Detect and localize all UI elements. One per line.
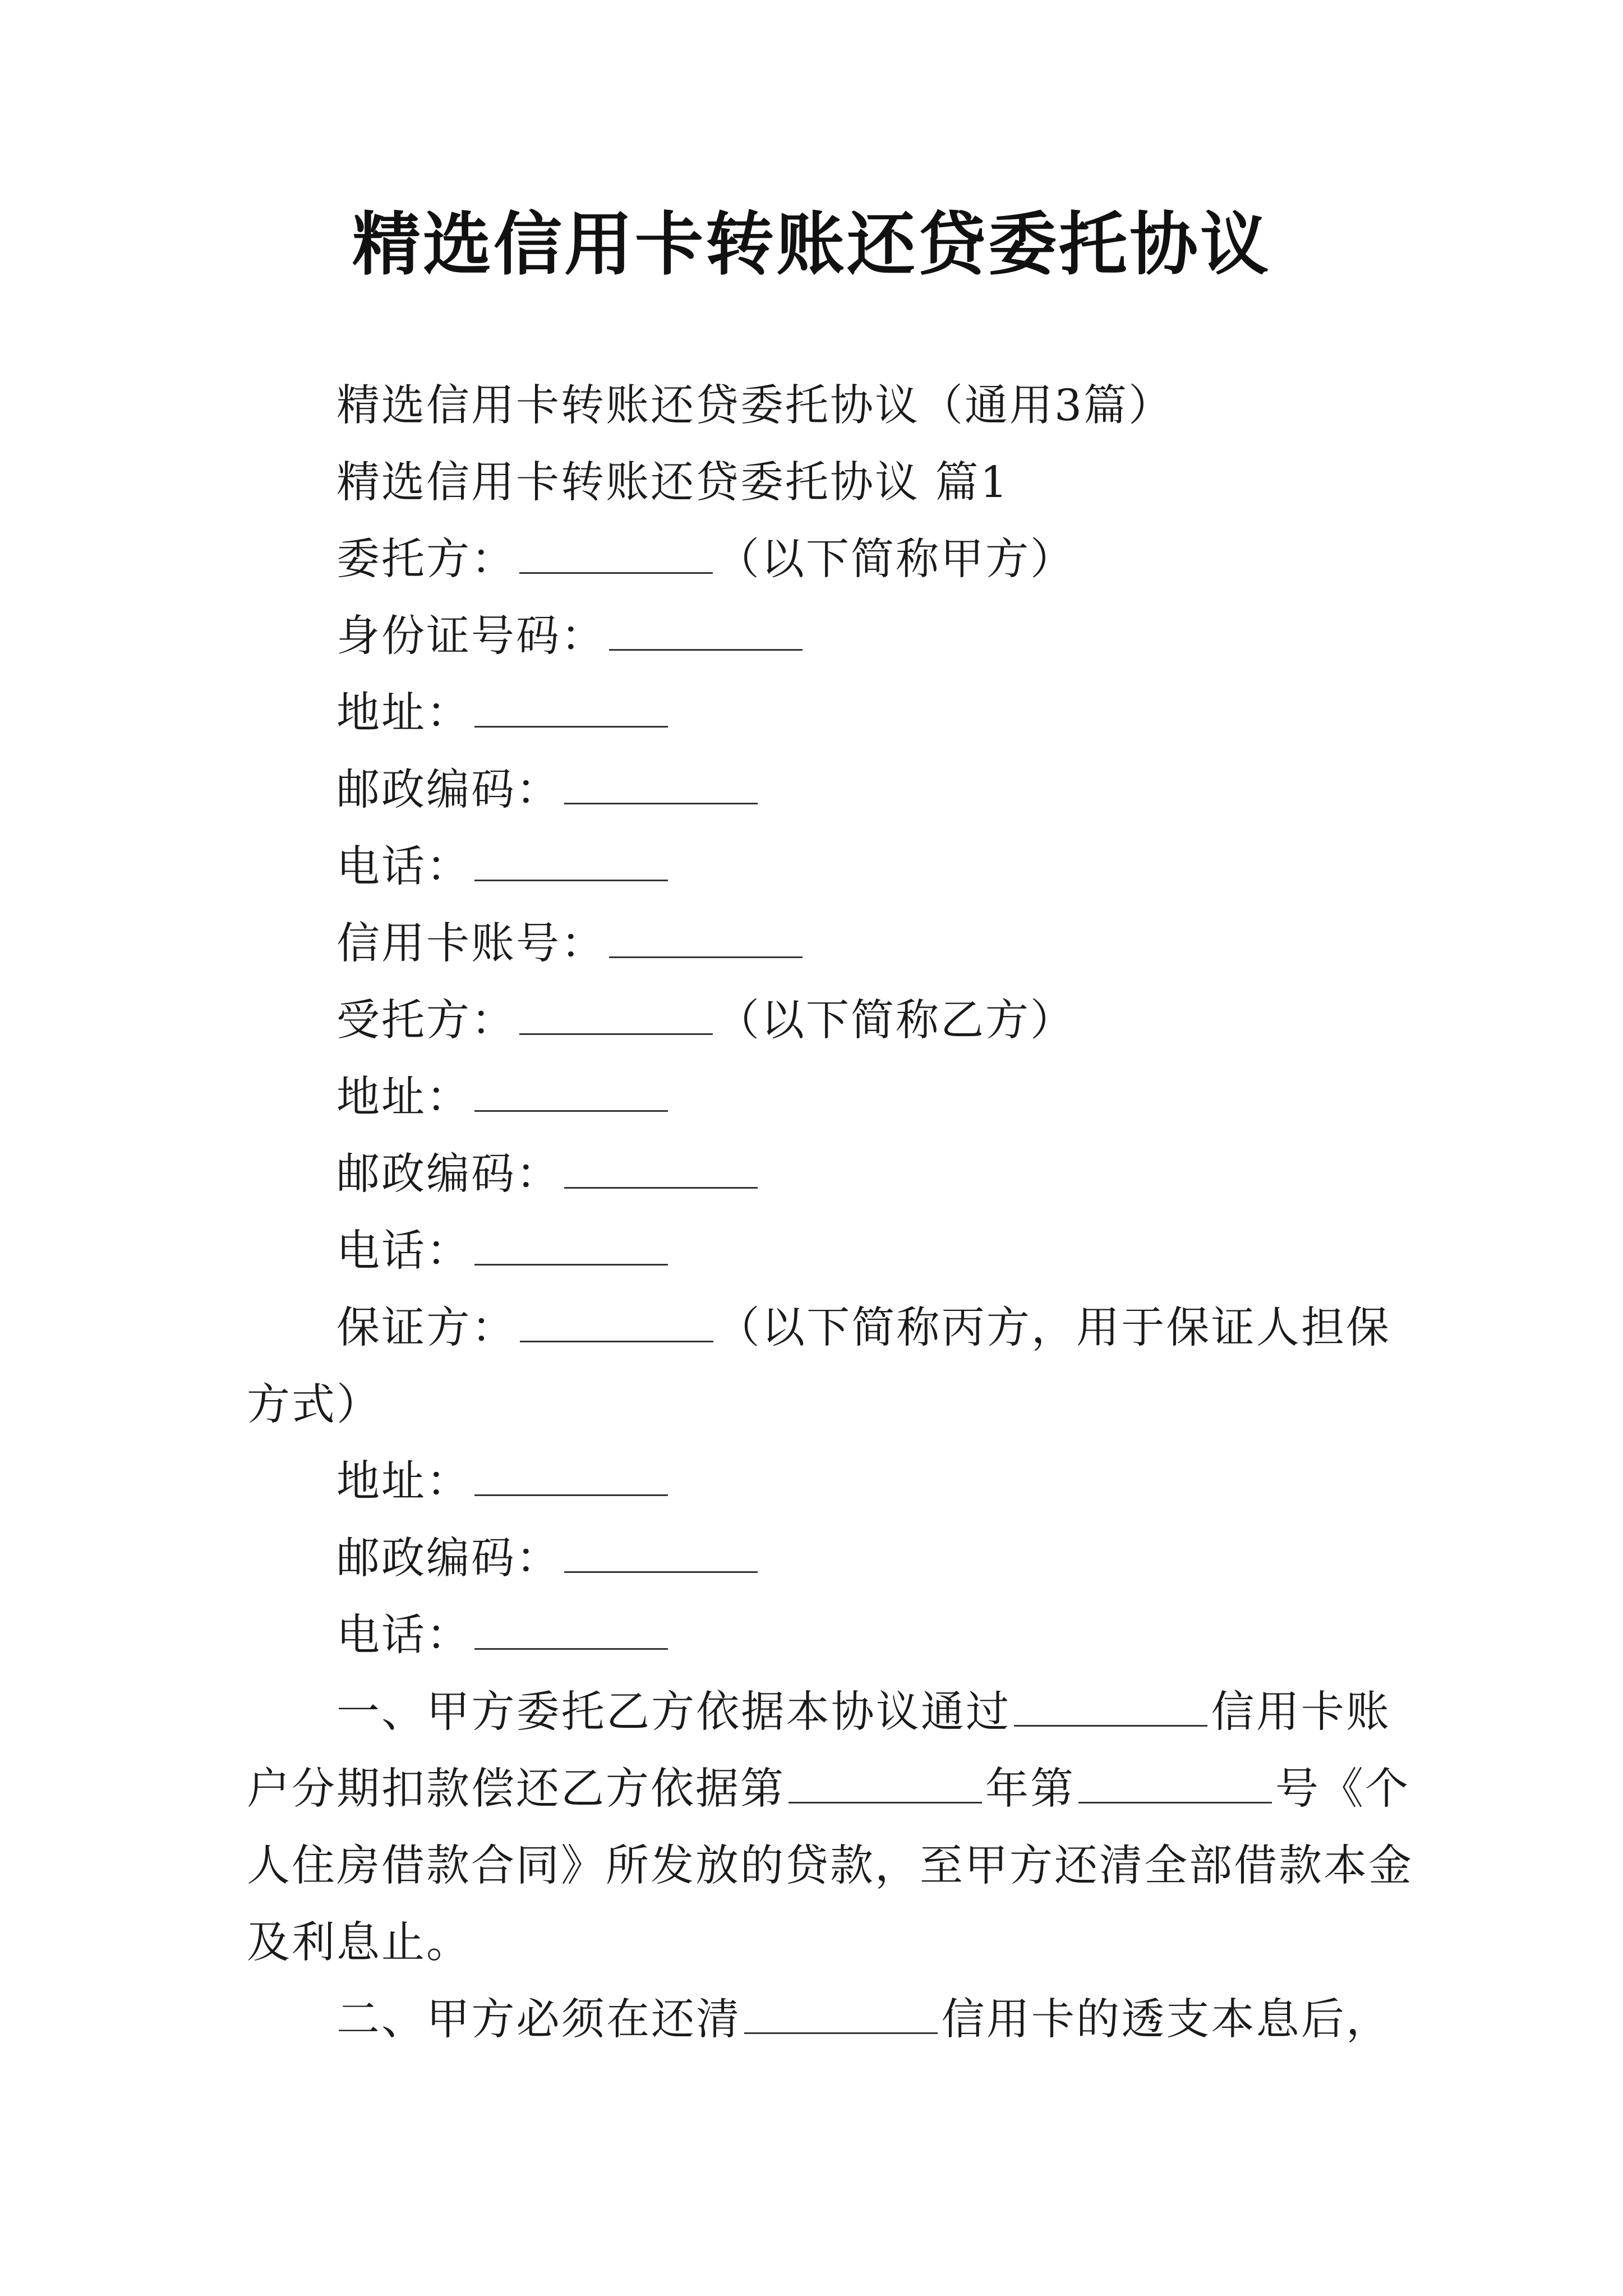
id-number-blank (609, 610, 803, 651)
guarantor-note-cont: 方式） (247, 1380, 381, 1430)
principal-postcode-blank (564, 763, 758, 804)
agent-phone-label: 电话： (336, 1226, 471, 1276)
principal-address-line (247, 675, 1391, 752)
agent-address-label: 地址： (336, 1073, 471, 1122)
principal-postcode-line (247, 752, 1391, 829)
clause-1-line-3 (247, 1828, 1413, 1904)
principal-label: 委托方： (336, 535, 516, 585)
guarantor-phone-blank (474, 1609, 668, 1650)
card-number-line (247, 905, 1391, 982)
agent-line (247, 982, 1391, 1059)
clause-2-bank-blank (744, 1993, 938, 2034)
subtitle-line (247, 367, 1391, 444)
agent-address-blank (474, 1071, 668, 1112)
card-number-blank (609, 917, 803, 958)
agent-note: （以下简称乙方） (716, 996, 1075, 1046)
clause-1-text-a: 一、甲方委托乙方依据本协议通过 (336, 1687, 1011, 1737)
agent-address-line (247, 1059, 1391, 1136)
clause-1-line-2 (247, 1751, 1410, 1828)
agent-phone-line (247, 1213, 1391, 1290)
clause-1-text-f: 人住房借款合同》所发放的贷款，至甲方还清全部借款本金 (247, 1841, 1413, 1891)
clause-1-text-c: 户分期扣款偿还乙方依据第 (247, 1764, 785, 1814)
agent-postcode-line (247, 1136, 1391, 1213)
document-title: 精选信用卡转账还贷委托协议 (352, 204, 1271, 284)
document-body (247, 367, 1413, 2058)
id-number-label: 身份证号码： (336, 611, 606, 661)
clause-1-line-4 (247, 1904, 1391, 1981)
agent-postcode-label: 邮政编码： (336, 1149, 561, 1199)
card-number-label: 信用卡账号： (336, 919, 606, 969)
agent-label: 受托方： (336, 996, 516, 1046)
clause-1-text-d: 年第 (985, 1764, 1075, 1814)
subtitle-text: 精选信用卡转账还贷委托协议（通用3篇） (336, 381, 1173, 431)
guarantor-label: 保证方： (336, 1303, 517, 1353)
principal-postcode-label: 邮政编码： (336, 765, 561, 815)
clause-2-text-a: 二、甲方必须在还清 (336, 1995, 741, 2045)
agent-phone-blank (474, 1225, 668, 1266)
clause-2-line-1 (247, 1981, 1391, 2058)
section-heading (247, 444, 1391, 521)
agent-postcode-blank (564, 1148, 758, 1189)
clause-1-text-b: 信用卡账 (1211, 1687, 1391, 1737)
clause-1-text-e: 号《个 (1275, 1764, 1410, 1814)
guarantor-line-cont (247, 1366, 1391, 1443)
guarantor-line (247, 1290, 1391, 1366)
id-number-line (247, 598, 1391, 675)
principal-phone-blank (474, 840, 668, 881)
clause-1-year-blank (789, 1763, 982, 1803)
guarantor-address-blank (474, 1455, 668, 1496)
principal-note: （以下简称甲方） (716, 535, 1075, 585)
clause-2-text-b: 信用卡的透支本息后， (941, 1995, 1391, 2045)
principal-line (247, 521, 1391, 598)
principal-phone-label: 电话： (336, 842, 471, 892)
guarantor-phone-label: 电话： (336, 1611, 471, 1660)
guarantor-address-label: 地址： (336, 1457, 471, 1507)
principal-address-label: 地址： (336, 688, 471, 738)
section-heading-text: 精选信用卡转账还贷委托协议 篇1 (336, 458, 1009, 508)
guarantor-phone-line (247, 1597, 1391, 1674)
guarantor-blank (520, 1301, 713, 1342)
guarantor-address-line (247, 1443, 1391, 1520)
guarantor-postcode-line (247, 1520, 1391, 1597)
guarantor-postcode-label: 邮政编码： (336, 1534, 561, 1584)
guarantor-note: （以下简称丙方，用于保证人担保 (716, 1303, 1391, 1353)
clause-1-bank-blank (1014, 1686, 1207, 1727)
guarantor-postcode-blank (564, 1532, 758, 1573)
agent-blank (519, 994, 713, 1035)
principal-address-blank (474, 687, 668, 728)
clause-1-text-g: 及利息止。 (247, 1918, 471, 1968)
principal-blank (519, 533, 713, 574)
clause-1-line-1 (247, 1674, 1391, 1751)
clause-1-number-blank (1078, 1763, 1272, 1803)
principal-phone-line (247, 829, 1391, 905)
